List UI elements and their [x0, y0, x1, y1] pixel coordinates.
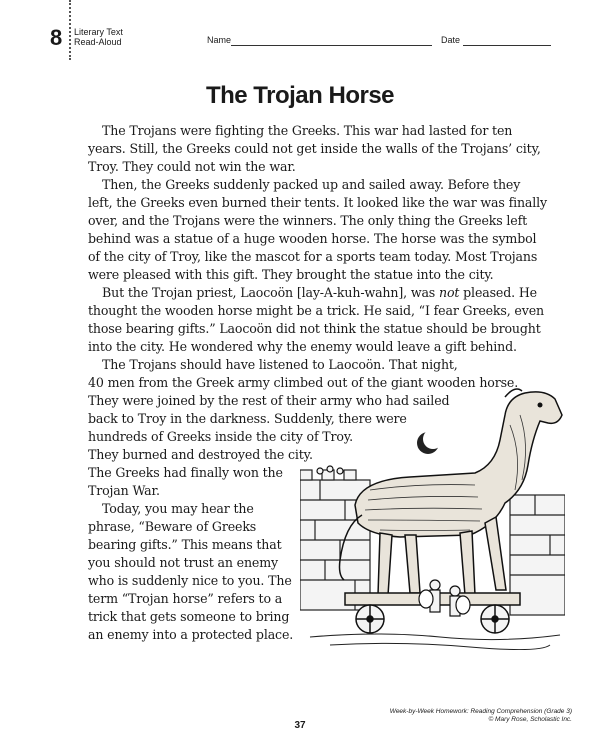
unit-label-line-2: Read-Aloud [74, 37, 122, 47]
text-line: The Trojans were fighting the Greeks. This war had lasted for ten [102, 123, 513, 138]
moon-icon [417, 429, 443, 454]
text-line: you should not trust an enemy [88, 555, 278, 570]
text-line: left, the Greeks even burned their tents. It looked like the war was finally [88, 195, 548, 210]
unit-label-line-1: Literary Text [74, 27, 123, 37]
text-line: Troy. They could not win the war. [88, 159, 296, 174]
credit-line-2: © Mary Rose, Scholastic Inc. [488, 716, 572, 723]
text-line: term “Trojan horse” refers to a [88, 591, 283, 606]
text-line: bearing gifts.” This means that [88, 537, 282, 552]
horse-eye [538, 403, 543, 408]
page-number: 37 [294, 720, 306, 731]
credit-line [390, 708, 572, 724]
text-line: Today, you may hear the [102, 501, 254, 516]
text-line: thought the wooden horse might be a trick. He said, “I fear Greeks, even [88, 303, 544, 318]
text-line: over, and the Trojans were the winners. The only thing the Greeks left [88, 213, 528, 228]
text-line: those bearing gifts.” Laocoön did not think the statue should be brought [88, 321, 541, 336]
text-line: The Trojans should have listened to Laocoön. That night, [102, 357, 458, 372]
trojan-horse-illustration [300, 385, 565, 655]
name-label: Name [207, 35, 232, 45]
text-line: years. Still, the Greeks could not get inside the walls of the Trojans’ city, [88, 141, 541, 156]
text-line: But the Trojan priest, Laocoön [lay-A-kuh-wahn], was not pleased. He [102, 285, 537, 300]
text-line: trick that gets someone to bring [88, 609, 290, 624]
text-line: Then, the Greeks suddenly packed up and sailed away. Before they [102, 177, 521, 192]
text-line: Trojan War. [88, 483, 160, 498]
date-label: Date [441, 35, 461, 45]
credit-line-1: Week-by-Week Homework: Reading Comprehension (Grade 3) [389, 708, 572, 715]
unit-number: 8 [50, 25, 63, 50]
text-line: They were joined by the rest of their army who had sailed [88, 393, 450, 408]
text-line: The Greeks had finally won the [88, 465, 283, 480]
page-title: The Trojan Horse [205, 82, 395, 109]
text-line: hundreds of Greeks inside the city of Troy. [88, 429, 354, 444]
unit-label [74, 27, 123, 47]
date-field-line [463, 45, 551, 46]
name-field-line [231, 45, 432, 46]
text-line: into the city. He wondered why the enemy would leave a gift behind. [88, 339, 517, 354]
text-line: phrase, “Beware of Greeks [88, 519, 257, 534]
text-line: an enemy into a protected place. [88, 627, 294, 642]
text-line: of the city of Troy, like the mascot for a sports team today. Most Trojans [88, 249, 538, 264]
emphasis: not [438, 285, 460, 300]
text-line: 40 men from the Greek army climbed out of the giant wooden horse. [88, 375, 519, 390]
ground [310, 634, 560, 650]
text-line: back to Troy in the darkness. Suddenly, there were [88, 411, 407, 426]
text-line: who is suddenly nice to you. The [88, 573, 292, 588]
text-line: behind was a statue of a huge wooden horse. The horse was the symbol [88, 231, 537, 246]
text-line: They burned and destroyed the city. [88, 447, 313, 462]
dotted-margin-rule [69, 0, 71, 60]
text-line: were pleased with this gift. They brought the statue into the city. [88, 267, 494, 282]
